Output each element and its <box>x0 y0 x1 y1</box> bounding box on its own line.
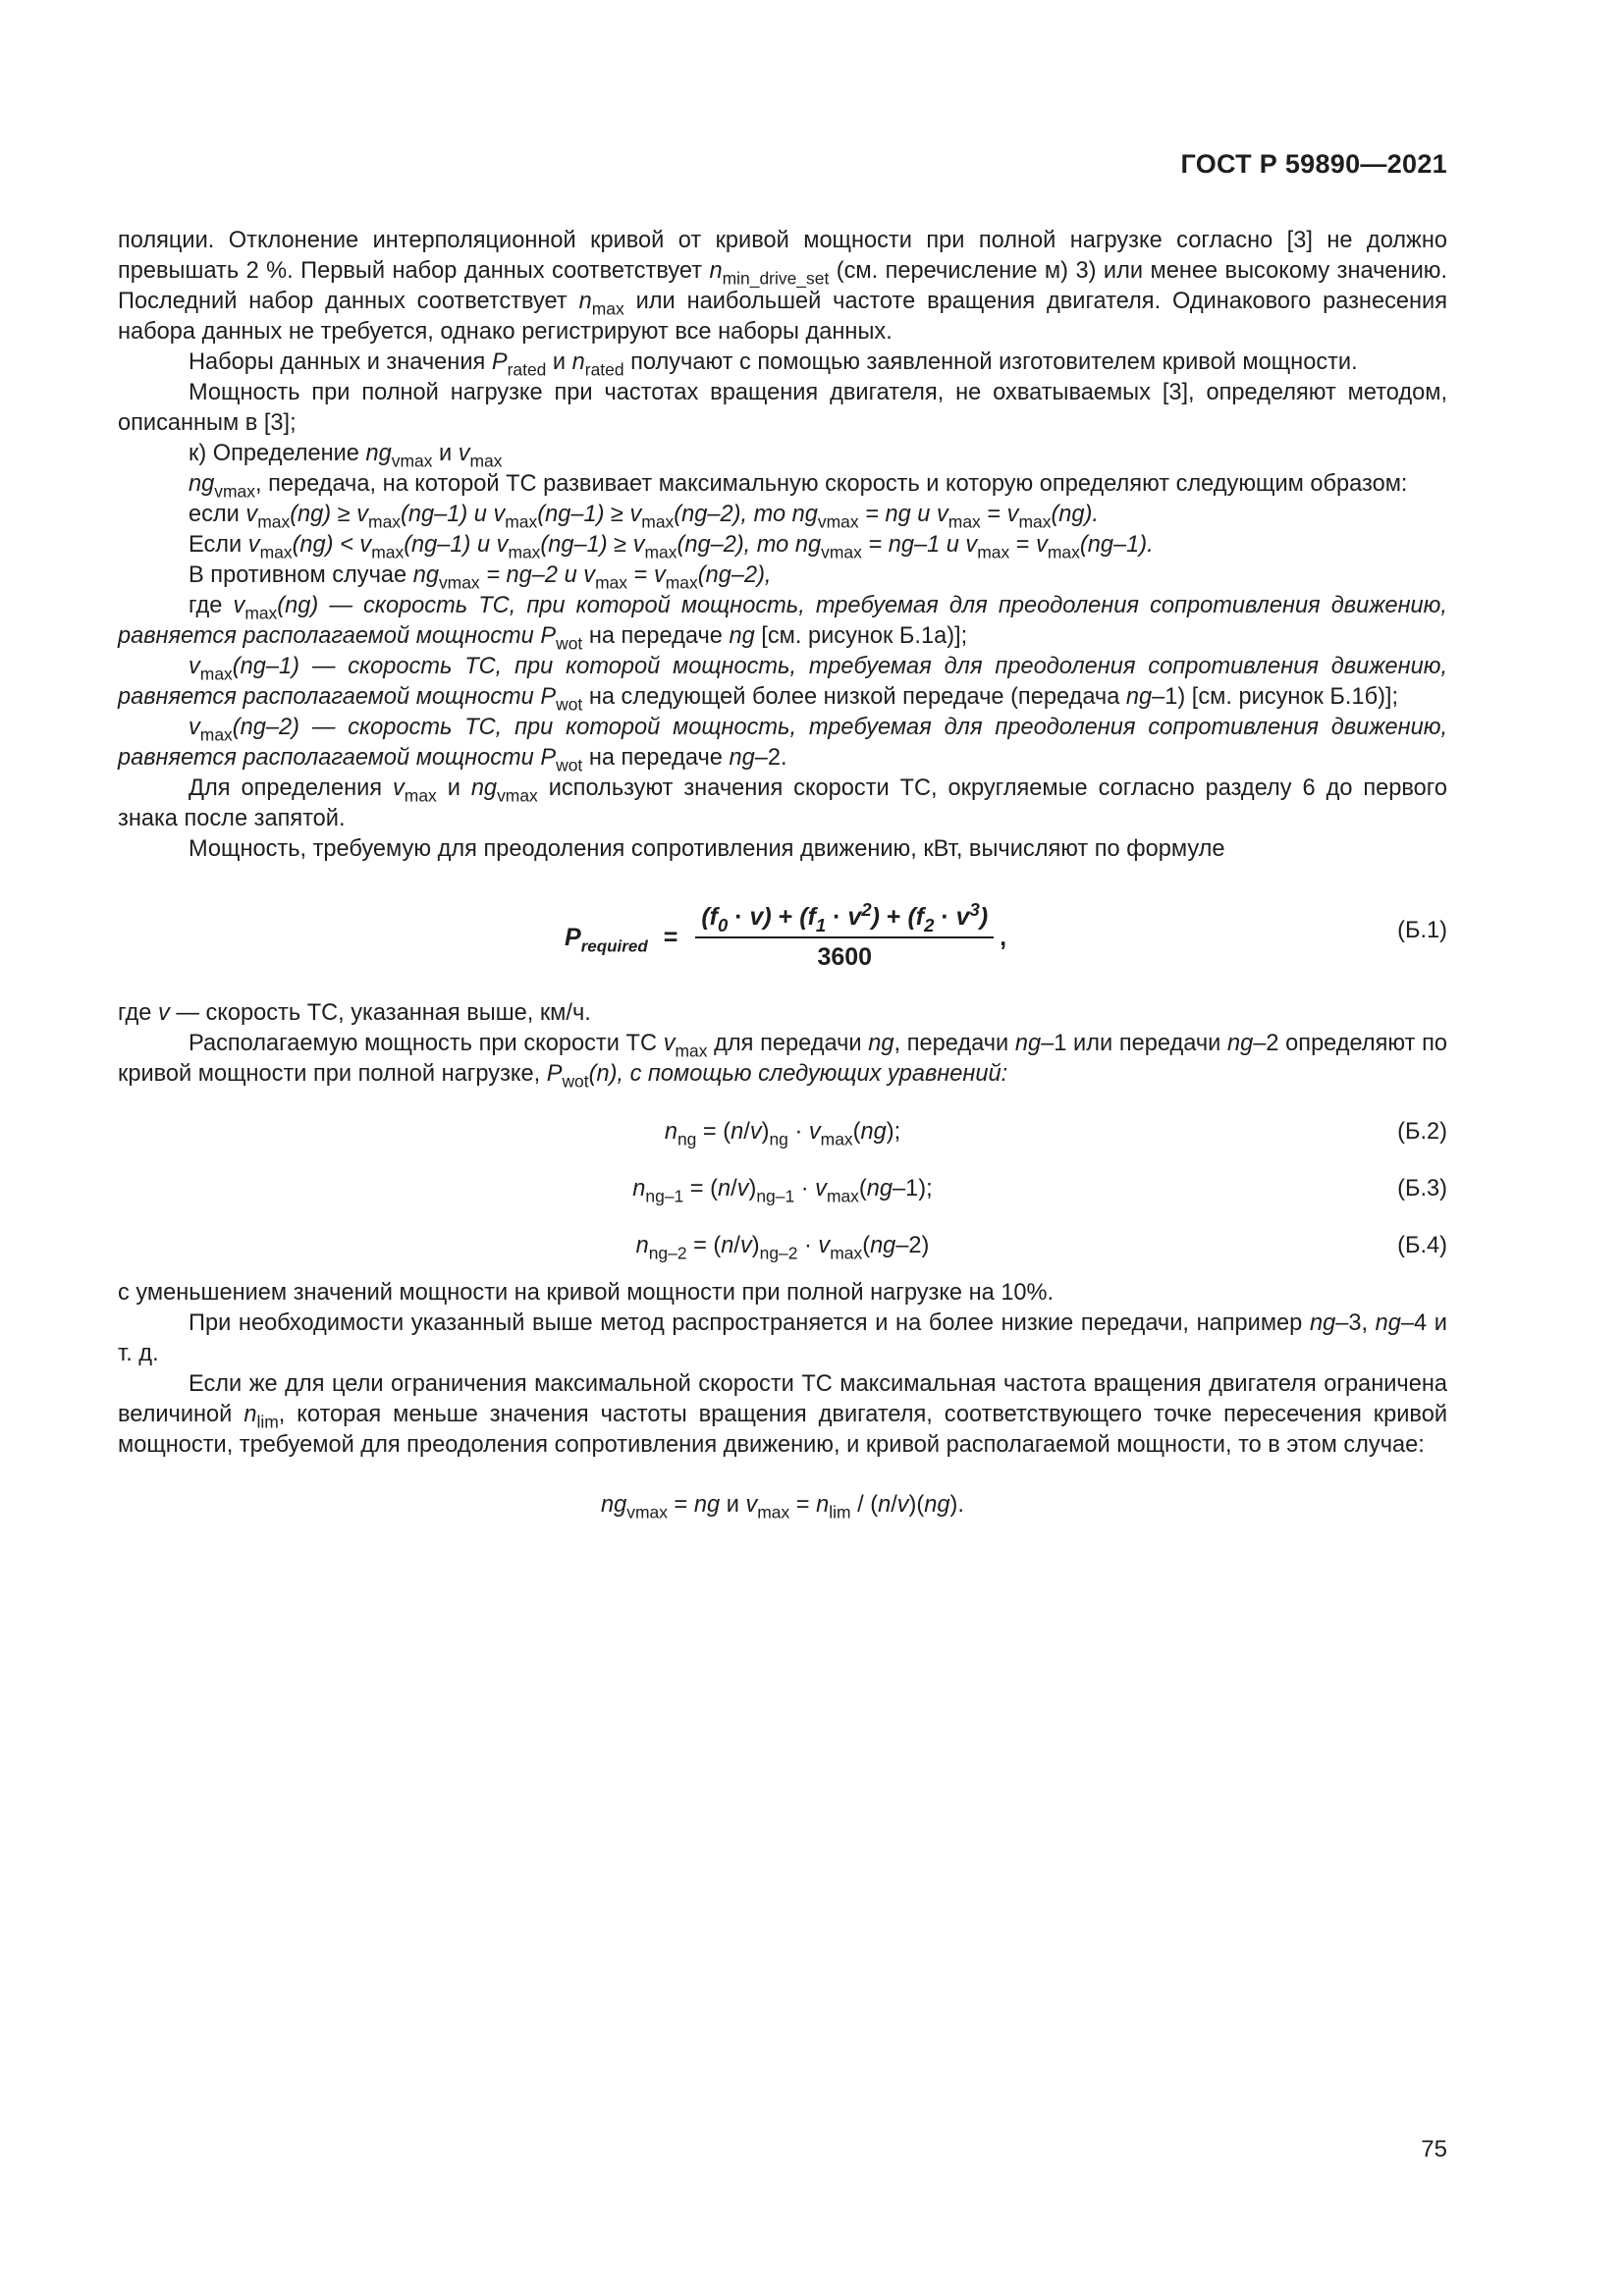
formula-b3 <box>118 1160 1447 1217</box>
paragraph-condition-3: В противном случае $ng_{vmax} = ng-2$ и $v_{max} = v_{max}(ng-2)$, <box>189 562 772 593</box>
formula-b3-text: $n_{ng-1} = (n/v)_{ng-1} \cdot v_{max}(ng-1)$; <box>632 1176 933 1206</box>
formula-b4-label: (Б.4) <box>1397 1233 1447 1258</box>
formula-b1-comma: , <box>1000 923 1007 951</box>
paragraph-condition-2: Если $v_{max}(ng) < v_{max}(ng-1)$ и $v_{max}(ng-1) \ge v_{max}(ng-2)$, то $ng_{vmax} = ng-1$ и $v_{max} = v_{max}(ng-1)$. <box>189 532 1154 562</box>
formula-b4-text: $n_{ng-2} = (n/v)_{ng-2} \cdot v_{max}(ng-2)$ <box>635 1233 930 1263</box>
formula-b3-label: (Б.3) <box>1397 1176 1447 1201</box>
paragraph-vmax-ng-2: $v_{max}(ng-2)$ — скорость ТС, при которой мощность, требуемая для преодоления сопротивления движению, равняется располагаемой мощности $P_{wot}$ на передаче ng–2. <box>118 715 1447 775</box>
paragraph-available-power: Располагаемую мощность при скорости ТС $v_{max}$ для передачи ng, передачи ng–1 или передачи ng–2 определяют по кривой мощности при полной нагрузке, $P_{wot}(n)$, с помощью следующих уравнений: <box>118 1031 1447 1092</box>
document-header: ГОСТ Р 59890—2021 <box>1180 149 1447 179</box>
formula-b1-label: (Б.1) <box>1397 918 1447 943</box>
paragraph-where-vmax-ng: где $v_{max}(ng)$ — скорость ТС, при которой мощность, требуемая для преодоления сопротивления движению, равняется располагаемой мощности $P_{wot}$ на передаче ng [см. рисунок Б.1а)]; <box>118 593 1447 654</box>
paragraph-rounding: Для определения $v_{max}$ и $ng_{vmax}$ используют значения скорости ТС, округляемые согласно разделу 6 до первого знака после запятой. <box>118 775 1447 831</box>
formula-b1-denominator: 3600 <box>817 943 873 971</box>
paragraph-vmax-ng-1: $v_{max}(ng-1)$ — скорость ТС, при которой мощность, требуемая для преодоления сопротивления движению, равняется располагаемой мощности $P_{wot}$ на следующей более низкой передаче (передача ng–1) [см. рисунок Б.1б)]; <box>118 654 1447 715</box>
document-body <box>118 226 1447 1535</box>
formula-final <box>118 1461 1447 1535</box>
paragraph-k-definition: к) Определение $ng_{vmax}$ и $v_{max}$ <box>189 441 503 471</box>
formula-b2-label: (Б.2) <box>1397 1119 1447 1145</box>
paragraph-datasets: Наборы данных и значения $P_{rated}$ и $n_{rated}$ получают с помощью заявленной изготовителем кривой мощности. <box>189 349 1358 380</box>
paragraph-power-formula-intro: Мощность, требуемую для преодоления сопротивления движению, кВт, вычисляют по формуле <box>189 836 1225 862</box>
formula-b1 <box>118 884 1447 992</box>
paragraph-condition-1: если $v_{max}(ng) \ge v_{max}(ng-1)$ и $v_{max}(ng-1) \ge v_{max}(ng-2)$, то $ng_{vmax}$ = ng и $v_{max} = v_{max}(ng)$. <box>189 502 1099 532</box>
formula-b1-numerator: $(f_0 \cdot v) + (f_1 \cdot v^2) + (f_2 \cdot v^3)$ <box>695 902 994 938</box>
formula-final-text: $ng_{vmax}$ = ng и $v_{max} = n_{lim} / (n/v)(ng)$. <box>601 1492 964 1522</box>
formula-b2-text: $n_{ng} = (n/v)_{ng} \cdot v_{max}(ng)$; <box>664 1119 901 1149</box>
formula-b1-fraction <box>695 898 994 973</box>
paragraph-where-v: где v — скорость ТС, указанная выше, км/ч. <box>118 1000 591 1026</box>
formula-b2 <box>118 1103 1447 1160</box>
paragraph-ngvmax: $ng_{vmax}$, передача, на которой ТС развивает максимальную скорость и которую определяют следующим образом: <box>189 471 1408 502</box>
paragraph-reduction: с уменьшением значений мощности на кривой мощности при полной нагрузке на 10%. <box>118 1280 1055 1306</box>
paragraph-full-load: Мощность при полной нагрузке при частотах вращения двигателя, не охватываемых [3], определяют методом, описанным в [3]; <box>118 380 1447 436</box>
page-number: 75 <box>1421 2136 1447 2163</box>
paragraph-interpolation: поляции. Отклонение интерполяционной кривой от кривой мощности при полной нагрузке согласно [3] не должно превышать 2 %. Первый набор данных соответствует $n_{min\_drive\_set}$ (см. перечисление м) 3) или менее высокому значению. Последний набор данных соответствует $n_{max}$ или наибольшей частоте вращения двигателя. Одинакового разнесения набора данных не требуется, однако регистрируют все наборы данных. <box>118 228 1448 345</box>
paragraph-lower-gears: При необходимости указанный выше метод распространяется и на более низкие передачи, например ng–3, ng–4 и т. д. <box>118 1310 1447 1366</box>
formula-b4 <box>118 1217 1447 1278</box>
formula-b1-equals: = <box>663 923 678 951</box>
paragraph-speed-limit: Если же для цели ограничения максимальной скорости ТС максимальная частота вращения двигателя ограничена величиной $n_{lim}$, которая меньше значения частоты вращения двигателя, соответствующего точке пересечения кривой мощности, требуемой для преодоления сопротивления движению, и кривой располагаемой мощности, то в этом случае: <box>118 1371 1447 1458</box>
formula-b1-lhs: $P_{required}$ <box>565 923 648 955</box>
